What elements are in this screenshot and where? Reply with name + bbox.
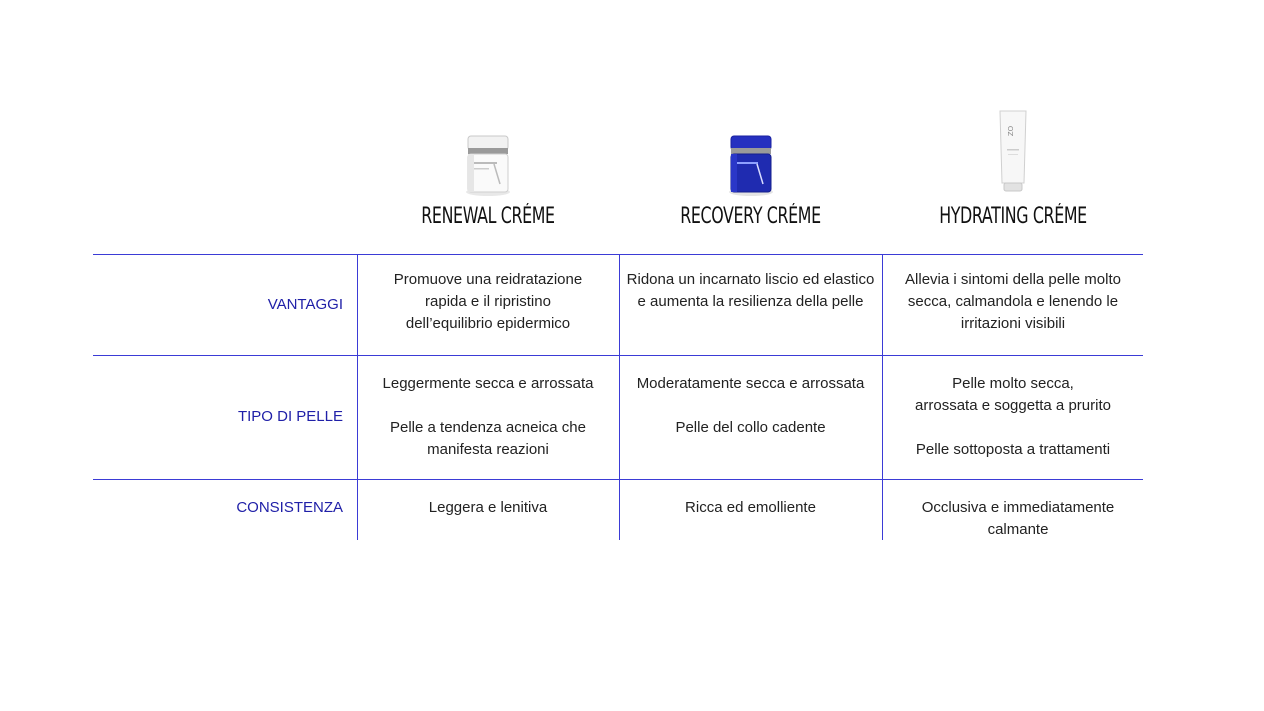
white-jar-icon	[357, 134, 619, 196]
cell-vantaggi-recovery: Ridona un incarnato liscio ed elastico e aumenta la resilienza della pelle	[626, 271, 875, 310]
cell-tipo-renewal: Leggermente secca e arrossata Pelle a tendenza acneica che manifesta reazioni	[382, 375, 594, 458]
product-title-hydrating: HYDRATING CRÉME	[939, 204, 1087, 229]
svg-text:ZO: ZO	[1007, 125, 1015, 137]
row-label-vantaggi: VANTAGGI	[267, 296, 343, 313]
cell-vantaggi-hydrating: Allevia i sintomi della pelle molto secca, calmandola e lenendo le irritazioni visibili	[905, 271, 1121, 332]
table-rule-2	[93, 479, 1143, 480]
product-title-renewal: RENEWAL CRÉME	[421, 204, 555, 229]
product-renewal	[357, 0, 619, 250]
cell-tipo-hydrating: Pelle molto secca, arrossata e soggetta a prurito Pelle sottoposta a trattamenti	[915, 375, 1111, 458]
cell-consistenza-recovery: Ricca ed emolliente	[685, 499, 816, 516]
row-label-tipo-di-pelle: TIPO DI PELLE	[237, 408, 343, 425]
cell-tipo-recovery: Moderatamente secca e arrossata Pelle del collo cadente	[636, 375, 865, 436]
product-title-recovery: RECOVERY CRÉME	[680, 204, 821, 229]
cell-vantaggi-renewal: Promuove una reidratazione rapida e il ripristino dell’equilibrio epidermico	[393, 271, 583, 332]
cell-consistenza-hydrating: Occlusiva e immediatamente calmante	[921, 499, 1115, 538]
product-hydrating	[882, 0, 1144, 250]
table-rule-top	[93, 254, 1143, 255]
cell-consistenza-renewal: Leggera e lenitiva	[428, 499, 548, 516]
blue-jar-icon	[619, 134, 882, 196]
tube-icon	[882, 109, 1144, 193]
table-rule-1	[93, 355, 1143, 356]
row-label-consistenza: CONSISTENZA	[236, 499, 343, 516]
product-recovery	[619, 0, 882, 250]
